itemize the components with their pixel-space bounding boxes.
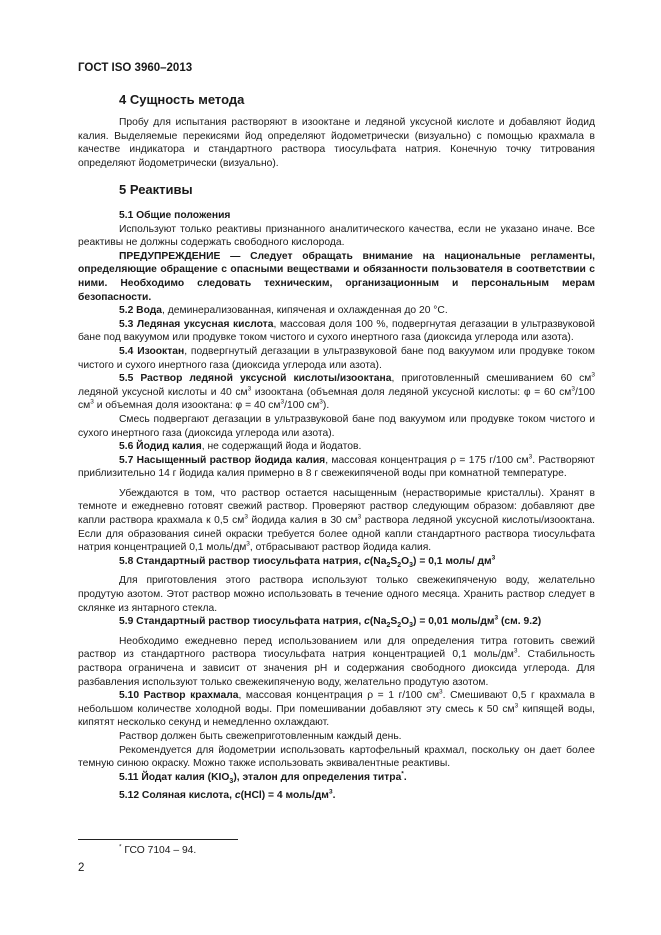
subsection-5-6: 5.6 Йодид калия, не содержащий йода и йодатов.	[119, 441, 362, 453]
subsection-5-2: 5.2 Вода, деминерализованная, кипяченая и охлажденная до 20 °C.	[119, 305, 448, 317]
subsection-5-3: 5.3 Ледяная уксусная кислота, массовая доля 100 %, подвергнутая дегазации в ультразвуковой бане под вакуумом или продувке током чистого и сухого инертного газа (диоксида углерода или азота).	[78, 318, 595, 344]
footnote: * ГСО 7104 – 94.	[119, 843, 197, 856]
subsection-5-10-recommendation: Рекомендуется для йодометрии использовать картофельный крахмал, поскольку он дает более темную синюю окраску. Можно также использовать эквивалентные реактивы.	[78, 744, 595, 770]
section-4-body	[78, 116, 595, 170]
document-header: ГОСТ ISO 3960–2013	[78, 62, 193, 74]
section-5-body	[78, 209, 595, 803]
subsection-5-8-text: Для приготовления этого раствора используют только свежекипяченую воду, желательно продутую азотом. Этот раствор можно использовать в течение одного месяца. Хранить раствор следует в склянке из янтарного стекла.	[78, 575, 595, 614]
section-4-paragraph: Пробу для испытания растворяют в изооктане и ледяной уксусной кислоте и добавляют йодид калия. Выделяемые перекисями йод определяют йодометрически (визуально) с помощью крахмала в качестве индикатора и стандартного раствора тиосульфата натрия. Конечную точку титрования определяют йодометрически (визуально).	[78, 117, 595, 169]
subsection-5-5: 5.5 Раствор ледяной уксусной кислоты/изооктана, приготовленный смешиванием 60 $см^3$ ледяной уксусной кислоты и 40 $см^3$ изооктана (объемная доля ледяной уксусной кислоты: φ = 60 $см^3/100$ $см^3$ и объемная доля изооктана: φ = 40 $см^3/100$ $см^3$).	[78, 371, 596, 412]
subsection-5-10: 5.10 Раствор крахмала, массовая концентрация ρ = 1 г/100 $см^3$. Смешивают 0,5 г крахмала в небольшом количестве холодной воды. При помешивании добавляют эту смесь к 50 $см^3$ кипящей воды, кипятят несколько секунд и немедленно охлаждают.	[78, 688, 596, 729]
subsection-5-11: 5.11 Йодат калия $(KIO_3)$, эталон для определения титра*.	[119, 770, 407, 785]
subsection-5-7: 5.7 Насыщенный раствор йодида калия, массовая концентрация ρ = 175 г/100 $см^3$. Растворяют приблизительно 14 г йодида калия примерно в 8 г свежекипяченой воды при комнатной температуре.	[78, 453, 595, 480]
subsection-5-8-title: 5.8 Стандартный раствор тиосульфата натрия, $c(Na_2S_2O_3) = 0,1$ моль/ $дм^3$	[119, 554, 496, 569]
subsection-5-4: 5.4 Изооктан, подвергнутый дегазации в ультразвуковой бане под вакуумом или продувке током чистого и сухого инертного газа (диоксида углерода или азота).	[78, 345, 595, 371]
subsection-5-5-note: Смесь подвергают дегазации в ультразвуковой бане под вакуумом или продувке током чистого и сухого инертного газа (диоксида углерода или азота).	[78, 413, 595, 439]
subsection-5-9-title: 5.9 Стандартный раствор тиосульфата натрия, $c(Na_2S_2O_3) = 0,01$ моль/$дм^3$ (см. 9.2)	[119, 614, 542, 630]
subsection-5-1-text: Используют только реактивы признанного аналитического качества, если не указано иначе. Все реактивы не должны содержать свободного кислорода.	[78, 223, 595, 249]
subsection-5-7-check: Убеждаются в том, что раствор остается насыщенным (нерастворимые кристаллы). Хранят в темноте и ежедневно готовят свежий раствор. Проверяют раствор следующим образом: добавляют две капли раствора крахмала к 0,5 $см^3$ йодида калия в 30 $см^3$ раствора ледяной уксусной кислоты/изооктана. Если для образования синей окраски требуется более одной капли стандартного раствора тиосульфата натрия концентрацией 0,1 моль/$дм^3$, отбрасывают раствор йодида калия.	[78, 487, 595, 554]
subsection-5-12: 5.12 Соляная кислота, c(HCl) = 4 моль/$дм^3$.	[119, 788, 336, 802]
subsection-5-1-title: 5.1 Общие положения	[119, 210, 231, 221]
section-5-title: 5 Реактивы	[119, 182, 193, 197]
page-number: 2	[78, 862, 85, 874]
subsection-5-9-text: Необходимо ежедневно перед использованием или для определения титра готовить свежий раствор из стандартного раствора тиосульфата натрия концентрацией 0,1 моль/$дм^3$. Стабильность раствора ограничена и зависит от значения рН и содержания свободного диоксида углерода. Для разбавления используют только свежекипяченую воду, желательно продутую азотом.	[78, 635, 595, 688]
section-4-title: 4 Сущность метода	[119, 92, 245, 107]
subsection-5-10-fresh: Раствор должен быть свежеприготовленным каждый день.	[119, 730, 402, 742]
footnote-separator	[78, 839, 238, 840]
warning-paragraph: ПРЕДУПРЕЖДЕНИЕ — Следует обращать внимание на национальные регламенты, определяющие обращение с опасными веществами и обязанности пользователя в соответствии с ними. Необходимо следовать техническим, организационным и персональным мерам безопасности.	[78, 250, 595, 303]
